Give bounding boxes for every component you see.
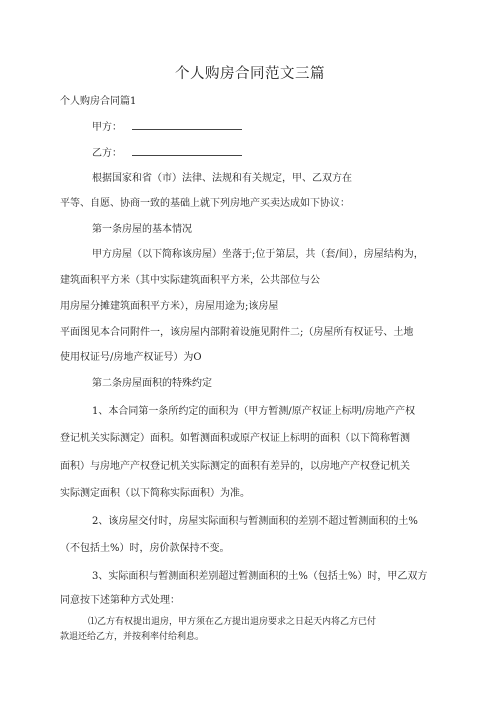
party-a-blank bbox=[132, 120, 242, 130]
party-a-label: 甲方： bbox=[92, 122, 122, 133]
paragraph-line: 实际测定面积（以下简称实际面积）为准。 bbox=[60, 488, 250, 499]
party-b-label: 乙方： bbox=[92, 148, 122, 159]
paragraph-line: 根据国家和省（市）法律、法规和有关规定，甲、乙双方在 bbox=[92, 173, 352, 184]
paragraph-line: 甲方房屋（以下简称该房屋）坐落于;位于第层，共（套/间），房屋结构为， bbox=[92, 249, 424, 260]
paragraph-line: 用房屋分摊建筑面积平方米），房屋用途为;该房屋 bbox=[60, 301, 279, 312]
paragraph-line: （不包括土%）时，房价款保持不变。 bbox=[60, 543, 230, 554]
paragraph-line: 面积）与房地产产权登记机关实际测定的面积有差异的，以房地产产权登记机关 bbox=[60, 461, 410, 472]
paragraph-line: 3、实际面积与暂测面积差别超过暂测面积的土%（包括土%）时，甲乙双方 bbox=[92, 571, 428, 582]
article-heading: 第二条房屋面积的特殊约定 bbox=[92, 378, 212, 389]
paragraph-line: ⑴乙方有权提出退房，甲方须在乙方提出退房要求之日起天内将乙方已付 bbox=[88, 617, 377, 627]
paragraph-line: 同意按下述第种方式处理： bbox=[60, 595, 180, 606]
article-heading: 第一条房屋的基本情况 bbox=[92, 224, 192, 235]
paragraph-line: 2、该房屋交付时，房屋实际面积与暂测面积的差别不超过暂测面积的土% bbox=[92, 516, 418, 527]
paragraph-line: 平等、自愿、协商一致的基础上就下列房地产买卖达成如下协议： bbox=[60, 198, 350, 209]
party-b-line bbox=[92, 146, 242, 160]
paragraph-line: 平面图见本合同附件一，该房屋内部附着设施见附件二;（房屋所有权证号、土地 bbox=[60, 327, 414, 338]
paragraph-line: 款退还给乙方，并按利率付给利息。 bbox=[60, 632, 205, 642]
party-b-blank bbox=[132, 146, 242, 156]
paragraph-line: 建筑面积平方米（其中实际建筑面积平方米，公共部位与公 bbox=[60, 275, 320, 286]
party-a-line bbox=[92, 120, 242, 134]
paragraph-line: 使用权证号/房地产权证号）为O bbox=[60, 352, 202, 363]
section-heading: 个人购房合同篇1 bbox=[60, 96, 137, 107]
document-title: 个人购房合同范文三篇 bbox=[175, 66, 325, 82]
paragraph-line: 1、本合同第一条所约定的面积为（甲方暂测/原产权证上标明/房地产产权 bbox=[92, 406, 416, 417]
paragraph-line: 登记机关实际测定）面积。如暂测面积或原产权证上标明的面积（以下简称暂测 bbox=[60, 433, 410, 444]
